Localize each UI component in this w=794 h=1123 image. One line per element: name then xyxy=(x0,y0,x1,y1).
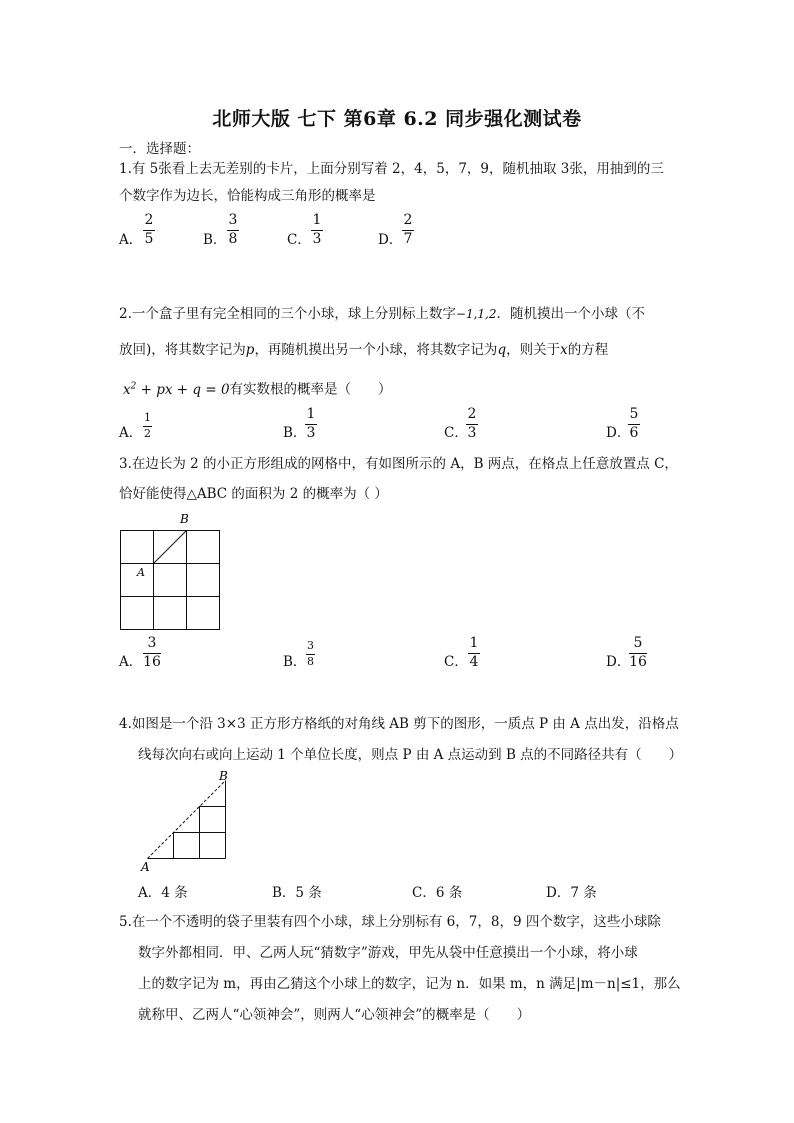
q1-option-d-label: D． xyxy=(378,232,403,248)
q4-point-b-label: B xyxy=(219,769,228,783)
q1-option-b-label: B． xyxy=(203,232,227,248)
q2-line3: $x^2$ + px + q = 0有实数根的概率是（ ） xyxy=(123,381,392,398)
q1-line1: 1.有 5张看上去无差别的卡片，上面分别写着 2，4，5，7，9，随机抽取 3张，用抽到的三 xyxy=(119,161,664,177)
q4-option-a: A．4 条 xyxy=(138,885,188,901)
q4-staircase-figure xyxy=(135,768,235,876)
q2-option-d-label: D． xyxy=(606,425,631,441)
q4-diagonal-ab xyxy=(148,781,226,859)
q5-line1: 5.在一个不透明的袋子里装有四个小球，球上分别标有 6，7，8，9 四个数字，这些小球除 xyxy=(119,914,661,930)
q1-line2: 个数字作为边长，恰能构成三角形的概率是 xyxy=(119,188,376,204)
q2-option-b-label: B． xyxy=(283,425,307,441)
q1-option-a-fraction: 2 5 xyxy=(144,212,154,247)
q3-option-a-label: A． xyxy=(119,654,143,670)
q5-line2: 数字外都相同．甲、乙两人玩“猜数字”游戏，甲先从袋中任意摸出一个小球，将小球 xyxy=(138,945,638,961)
q3-option-c-label: C． xyxy=(444,654,468,670)
q2-option-c-label: C． xyxy=(444,425,468,441)
q5-line4: 就称甲、乙两人“心领神会”，则两人“心领神会”的概率是（ ） xyxy=(138,1007,531,1023)
q2-line2: 放回)，将其数字记为p，再随机摸出另一个小球，将其数字记为q，则关于x的方程 xyxy=(119,342,609,358)
q1-option-c-fraction: 1 3 xyxy=(312,212,322,247)
q4-point-a-label: A xyxy=(141,860,150,874)
page-title: 北师大版 七下 第6章 6.2 同步强化测试卷 xyxy=(212,108,582,130)
q2-equation: $x^2$ + px + q = 0 xyxy=(123,381,230,398)
q2-option-d-fraction: 5 6 xyxy=(629,406,639,441)
q4-option-d: D．7 条 xyxy=(546,885,597,901)
section-heading: 一．选择题： xyxy=(119,141,200,157)
q3-option-c-fraction: 1 4 xyxy=(469,635,479,670)
q4-option-c: C．6 条 xyxy=(412,885,463,901)
q3-line2: 恰好能使得△ABC 的面积为 2 的概率为（ ） xyxy=(119,486,388,502)
q1-option-a-label: A． xyxy=(119,232,143,248)
q3-grid-figure xyxy=(115,510,225,635)
q1-option-d-fraction: 2 7 xyxy=(403,212,413,247)
q3-point-b-label: B xyxy=(180,512,189,526)
q2-option-a-fraction: 1 2 xyxy=(144,411,151,440)
q3-segment-ab xyxy=(154,531,187,564)
q3-option-b-label: B． xyxy=(283,654,307,670)
q5-line3: 上的数字记为 m，再由乙猜这个小球上的数字，记为 n．如果 m，n 满足|m－n|≤1，那么 xyxy=(138,976,681,992)
q3-option-b-fraction: 3 8 xyxy=(307,639,314,668)
q2-option-c-fraction: 2 3 xyxy=(467,406,477,441)
q3-option-d-label: D． xyxy=(606,654,631,670)
q3-option-a-fraction: 3 16 xyxy=(143,635,161,670)
q3-grid-border xyxy=(121,531,220,630)
q3-line1: 3.在边长为 2 的小正方形组成的网格中，有如图所示的 A，B 两点，在格点上任意放置点 C， xyxy=(119,456,678,472)
q4-option-b: B．5 条 xyxy=(272,885,322,901)
q3-point-a-label: A xyxy=(137,566,145,579)
q1-option-c-label: C． xyxy=(287,232,311,248)
q4-line1: 4.如图是一个沿 3×3 正方形方格纸的对角线 AB 剪下的图形，一质点 P 由 A 点出发，沿格点 xyxy=(119,716,679,732)
q1-option-b-fraction: 3 8 xyxy=(228,212,238,247)
q3-option-d-fraction: 5 16 xyxy=(629,635,647,670)
q2-line1: 2.一个盒子里有完全相同的三个小球，球上分别标上数字−1,1,2．随机摸出一个小球（不 xyxy=(119,306,645,322)
q2-option-a-label: A． xyxy=(119,425,143,441)
q4-line2: 线每次向右或向上运动 1 个单位长度，则点 P 由 A 点运动到 B 点的不同路径共有（ ） xyxy=(138,747,683,763)
q2-option-b-fraction: 1 3 xyxy=(306,406,316,441)
